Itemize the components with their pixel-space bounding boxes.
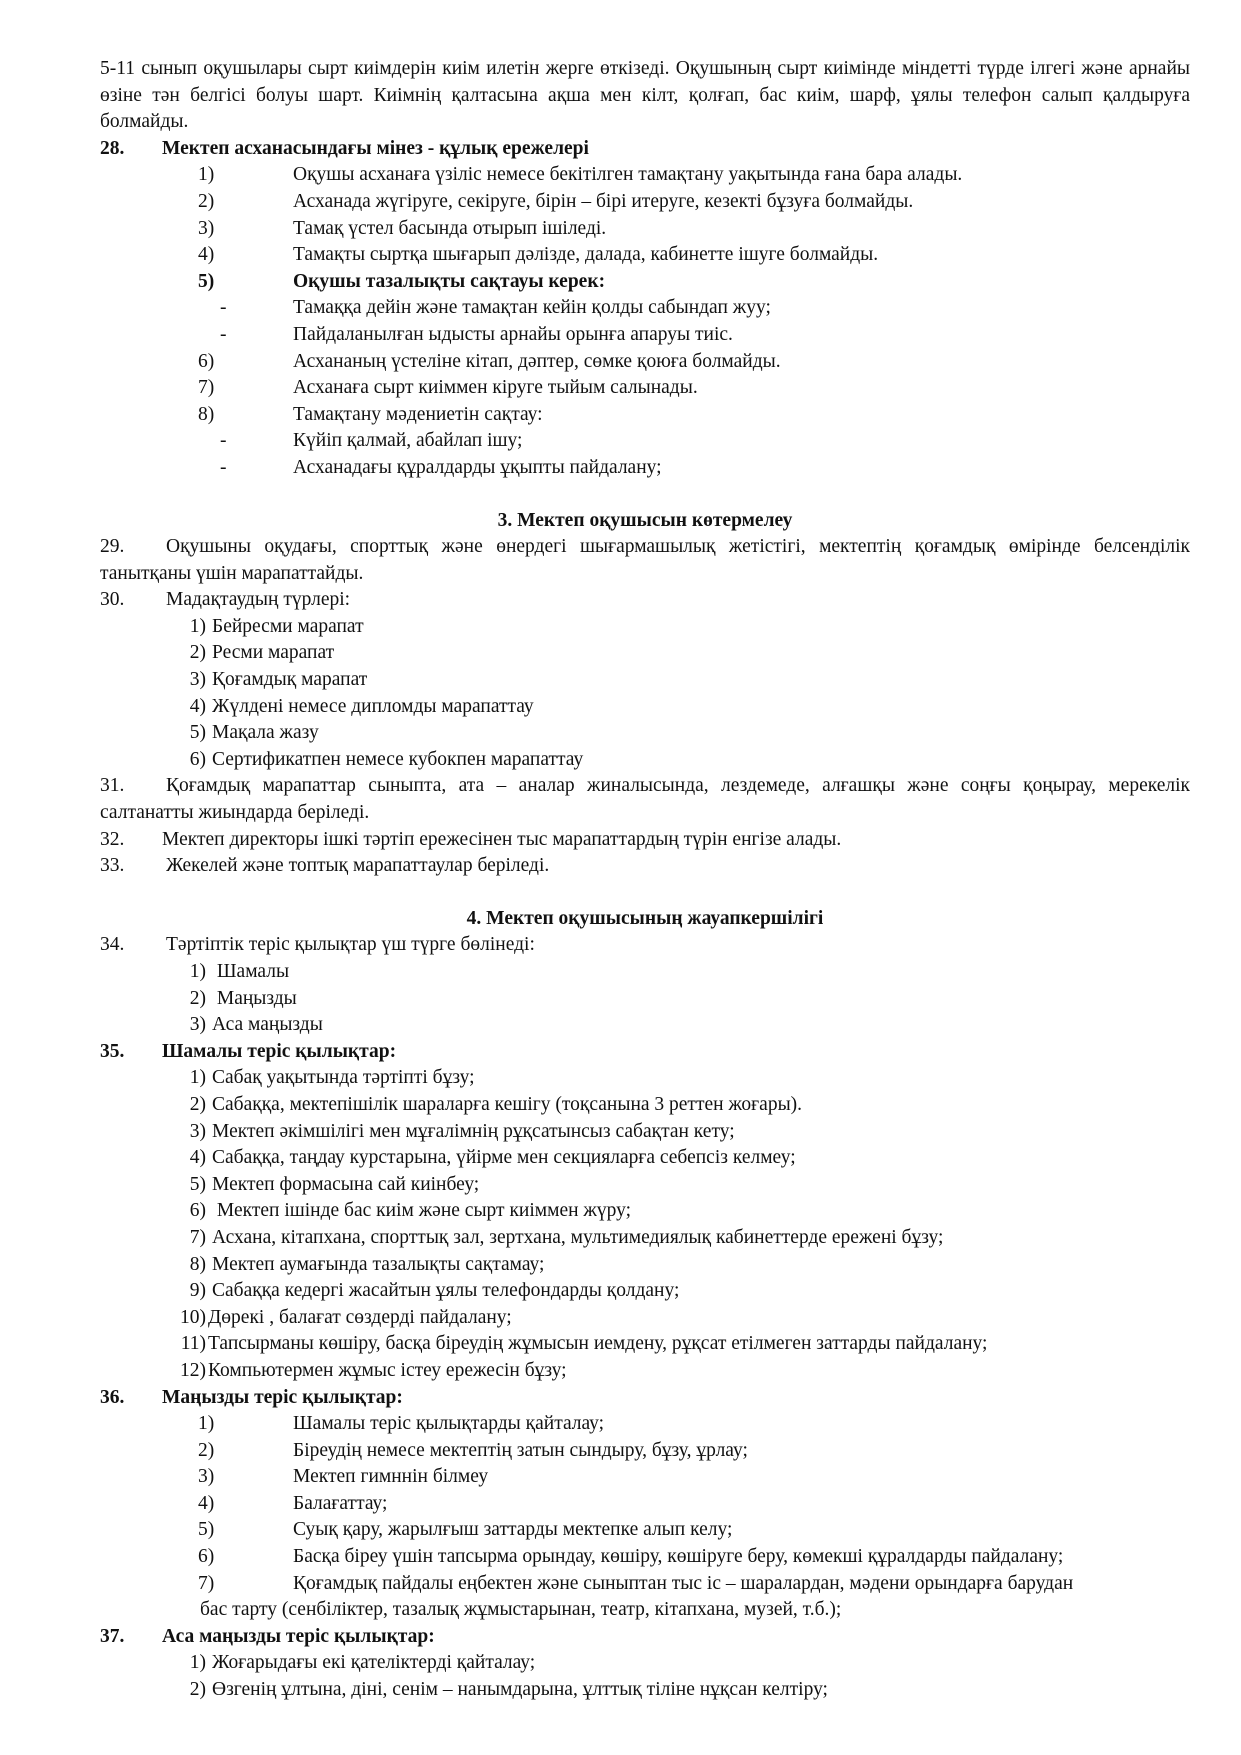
paragraph-text: Тәртіптік теріс қылықтар үш түрге бөлінеді: bbox=[166, 934, 535, 956]
section-number: 37. bbox=[100, 1625, 125, 1647]
item-text: Сабаққа, таңдау курстарына, үйірме мен секцияларға себепсіз келмеу; bbox=[212, 1147, 796, 1169]
item-dash: - bbox=[220, 297, 227, 319]
list-item bbox=[100, 216, 1190, 243]
paragraph-text: Қоғамдық марапаттар сыныпта, ата – аналар жиналысында, лездемеде, алғашқы және соңғы қоңырау, мерекелік салтанатты жиындарда беріледі. bbox=[100, 775, 1190, 824]
item-text: Сабаққа кедергі жасайтын ұялы телефондарды қолдану; bbox=[212, 1280, 680, 1302]
item-number: 4) bbox=[189, 695, 206, 717]
item-number: 3) bbox=[198, 217, 215, 239]
list-item bbox=[100, 1438, 1190, 1465]
item-text: Аса маңызды bbox=[212, 1014, 323, 1036]
list-item bbox=[100, 1517, 1190, 1544]
item-text: Пайдаланылған ыдысты арнайы орынға апаруы тиіс. bbox=[293, 323, 733, 345]
item-text: Өзгенің ұлтына, діні, сенім – нанымдарына, ұлттық тіліне нұқсан келтіру; bbox=[212, 1679, 828, 1701]
list-item bbox=[100, 375, 1190, 402]
item-text: Суық қару, жарылғыш заттарды мектепке алып келу; bbox=[293, 1519, 733, 1541]
paragraph-number: 34. bbox=[100, 934, 125, 956]
item-text: Балағаттау; bbox=[293, 1492, 388, 1514]
paragraph-30 bbox=[100, 587, 1190, 614]
section-number: 28. bbox=[100, 137, 125, 159]
heading-section-4: 4. Мектеп оқушысының жауапкершілігі bbox=[466, 907, 824, 929]
paragraph-text: Мектеп директоры ішкі тәртіп ережесінен тыс марапаттардың түрін енгізе алады. bbox=[162, 828, 842, 850]
item-text: Оқушы асханаға үзіліс немесе бекітілген тамақтану уақытында ғана бара алады. bbox=[293, 164, 963, 186]
list-item bbox=[168, 1252, 1190, 1279]
item-number: 5) bbox=[198, 270, 215, 292]
item-text: Асхана, кітапхана, спорттық зал, зертхана, мультимедиялық кабинеттерде ережені бұзу; bbox=[212, 1226, 944, 1248]
section-28-heading bbox=[100, 136, 1190, 163]
section-title: Мектеп асханасындағы мінез - құлық ережелері bbox=[162, 137, 589, 159]
section-35-list bbox=[100, 1065, 1190, 1384]
item-text: Тамақ үстел басында отырып ішіледі. bbox=[293, 217, 607, 239]
list-item bbox=[168, 1012, 1190, 1039]
list-item bbox=[100, 295, 1190, 322]
item-text: Оқушы тазалықты сақтауы керек: bbox=[293, 270, 606, 292]
list-item bbox=[100, 1571, 1190, 1598]
item-dash: - bbox=[220, 323, 227, 345]
section-title: Аса маңызды теріс қылықтар: bbox=[162, 1625, 435, 1647]
section-number: 35. bbox=[100, 1040, 125, 1062]
item-number: 9) bbox=[189, 1280, 206, 1302]
list-30 bbox=[100, 614, 1190, 774]
item-text: Мақала жазу bbox=[212, 722, 319, 744]
item-text: Асхананың үстеліне кітап, дәптер, сөмке қоюға болмайды. bbox=[293, 350, 781, 372]
item-number: 1) bbox=[189, 615, 206, 637]
paragraph-text: Мадақтаудың түрлері: bbox=[166, 589, 351, 611]
item-number: 3) bbox=[189, 669, 206, 691]
list-item bbox=[168, 1065, 1190, 1092]
item-number: 1) bbox=[198, 164, 215, 186]
list-item bbox=[168, 1677, 1190, 1704]
item-number: 5) bbox=[198, 1519, 215, 1541]
item-text: Мектеп әкімшілігі мен мұғалімнің рұқсатынсыз сабақтан кету; bbox=[212, 1120, 735, 1142]
list-item bbox=[100, 402, 1190, 429]
item-text: Мектеп аумағында тазалықты сақтамау; bbox=[212, 1253, 545, 1275]
item-text: Жоғарыдағы екі қателіктерді қайталау; bbox=[212, 1652, 536, 1674]
section-title: Маңызды теріс қылықтар: bbox=[162, 1386, 403, 1408]
section-37-heading bbox=[100, 1624, 1190, 1651]
list-item bbox=[168, 1358, 1190, 1385]
paragraph-number: 31. bbox=[100, 775, 125, 797]
item-text: Ресми марапат bbox=[212, 642, 335, 664]
item-text: Тамаққа дейін және тамақтан кейін қолды сабындап жуу; bbox=[293, 297, 771, 319]
list-item bbox=[100, 1491, 1190, 1518]
item-text: Сабақ уақытында тәртіпті бұзу; bbox=[212, 1067, 475, 1089]
list-item bbox=[168, 1172, 1190, 1199]
list-item-continuation: бас тарту (сенбіліктер, тазалық жұмыстарынан, театр, кітапхана, музей, т.б.); bbox=[200, 1599, 842, 1621]
item-number: 11) bbox=[180, 1333, 206, 1355]
list-item bbox=[100, 162, 1190, 189]
item-number: 4) bbox=[198, 1492, 215, 1514]
item-number: 2) bbox=[189, 1093, 206, 1115]
item-text: Мектеп гимннін білмеу bbox=[293, 1466, 489, 1488]
item-number: 1) bbox=[189, 1067, 206, 1089]
list-34 bbox=[100, 959, 1190, 1039]
paragraph-33 bbox=[100, 853, 1190, 880]
item-text: Біреудің немесе мектептің затын сындыру, бұзу, ұрлау; bbox=[293, 1439, 748, 1461]
paragraph-29 bbox=[100, 534, 1190, 587]
list-item bbox=[168, 1092, 1190, 1119]
item-text: Сертификатпен немесе кубокпен марапаттау bbox=[212, 748, 584, 770]
list-item bbox=[100, 428, 1190, 455]
item-number: 3) bbox=[189, 1120, 206, 1142]
list-item bbox=[168, 694, 1190, 721]
item-text: Бейресми марапат bbox=[212, 615, 364, 637]
list-item bbox=[168, 1650, 1190, 1677]
item-number: 2) bbox=[189, 1679, 206, 1701]
list-item bbox=[168, 959, 1190, 986]
paragraph-number: 30. bbox=[100, 589, 125, 611]
list-item bbox=[100, 189, 1190, 216]
list-item bbox=[100, 1464, 1190, 1491]
list-item bbox=[100, 322, 1190, 349]
list-item bbox=[168, 720, 1190, 747]
item-number: 7) bbox=[198, 1572, 215, 1594]
list-item bbox=[168, 614, 1190, 641]
paragraph-number: 29. bbox=[100, 536, 125, 558]
item-number: 3) bbox=[198, 1466, 215, 1488]
list-item bbox=[168, 747, 1190, 774]
item-text: Басқа біреу үшін тапсырма орындау, көшіру, көшіруге беру, көмекші құралдарды пайдалану; bbox=[293, 1546, 1064, 1568]
list-item bbox=[168, 1119, 1190, 1146]
item-number: 1) bbox=[189, 961, 206, 982]
item-number: 2) bbox=[198, 190, 215, 212]
paragraph-number: 32. bbox=[100, 828, 125, 850]
item-number: 2) bbox=[189, 987, 206, 1009]
list-item bbox=[168, 1145, 1190, 1172]
item-number: 1) bbox=[189, 1652, 206, 1674]
item-text: Мектеп ішінде бас киім және сырт киіммен жүру; bbox=[212, 1200, 632, 1222]
item-text: Сабаққа, мектепішілік шараларға кешігу (тоқсанына 3 реттен жоғары). bbox=[212, 1093, 803, 1115]
list-item bbox=[100, 455, 1190, 482]
list-item bbox=[168, 986, 1190, 1013]
intro-paragraph: 5-11 сынып оқушылары сырт киімдерін киім илетін жерге өткізеді. Оқушының сырт киімінде міндетті түрде ілгегі және арнайы өзіне тән белгісі болуы шарт. Киімнің қалтасына ақша мен кілт, қолғап, бас киім, шарф, ұялы телефон салып қалдыруға болмайды. bbox=[100, 58, 1190, 133]
item-text: Компьютермен жұмыс істеу ережесін бұзу; bbox=[208, 1359, 567, 1381]
item-text: Тамақтану мәдениетін сақтау: bbox=[293, 403, 543, 425]
list-item bbox=[168, 1198, 1190, 1225]
list-item bbox=[168, 1225, 1190, 1252]
item-dash: - bbox=[220, 430, 227, 452]
item-text: Дөрекі , балағат сөздерді пайдалану; bbox=[208, 1306, 512, 1328]
section-36-heading bbox=[100, 1385, 1190, 1412]
item-number: 8) bbox=[198, 403, 215, 425]
item-number: 10) bbox=[180, 1306, 206, 1328]
paragraph-32 bbox=[100, 827, 1190, 854]
list-item bbox=[168, 1305, 1190, 1332]
item-text: Мектеп формасына сай киінбеу; bbox=[212, 1173, 480, 1195]
section-35-heading bbox=[100, 1039, 1190, 1066]
item-number: 7) bbox=[198, 377, 215, 399]
list-item bbox=[168, 640, 1190, 667]
section-title: Шамалы теріс қылықтар: bbox=[162, 1040, 397, 1062]
item-number: 2) bbox=[198, 1439, 215, 1461]
section-28-list bbox=[100, 162, 1190, 481]
item-number: 8) bbox=[189, 1253, 206, 1275]
heading-section-3: 3. Мектеп оқушысын көтермелеу bbox=[497, 509, 793, 531]
item-text: Қоғамдық пайдалы еңбектен және сыныптан тыс іс – шаралардан, мәдени орындарға барудан bbox=[293, 1572, 1074, 1594]
item-text: Жүлдені немесе дипломды марапаттау bbox=[212, 695, 534, 717]
item-number: 5) bbox=[189, 722, 206, 744]
item-text: Асханада жүгіруге, секіруге, бірін – бірі итеруге, кезекті бұзуға болмайды. bbox=[293, 190, 914, 212]
list-item bbox=[168, 1331, 1190, 1358]
paragraph-34 bbox=[100, 932, 1190, 959]
item-text: Асханаға сырт киіммен кіруге тыйым салынады. bbox=[293, 377, 698, 399]
item-number: 4) bbox=[198, 244, 215, 266]
item-number: 6) bbox=[189, 1200, 206, 1222]
section-number: 36. bbox=[100, 1386, 125, 1408]
item-number: 6) bbox=[198, 350, 215, 372]
list-item bbox=[168, 667, 1190, 694]
item-number: 7) bbox=[189, 1226, 206, 1248]
item-number: 5) bbox=[189, 1173, 206, 1195]
paragraph-31 bbox=[100, 773, 1190, 826]
paragraph-text: Оқушыны оқудағы, спорттық және өнердегі шығармашылық жетістігі, мектептің қоғамдық өмірінде белсенділік танытқаны үшін марапаттайды. bbox=[100, 536, 1190, 584]
list-item bbox=[100, 1411, 1190, 1438]
document-page bbox=[100, 56, 1190, 1704]
item-text: Тапсырманы көшіру, басқа біреудің жұмысын иемдену, рұқсат етілмеген заттарды пайдалану; bbox=[208, 1333, 988, 1355]
item-number: 4) bbox=[189, 1147, 206, 1169]
item-number: 1) bbox=[198, 1413, 215, 1435]
paragraph-number: 33. bbox=[100, 855, 125, 877]
item-text: Маңызды bbox=[212, 987, 297, 1009]
item-number: 6) bbox=[189, 748, 206, 770]
list-item bbox=[100, 269, 1190, 296]
item-text: Шамалы теріс қылықтарды қайталау; bbox=[293, 1413, 605, 1435]
item-number: 6) bbox=[198, 1546, 215, 1568]
list-item bbox=[100, 1544, 1190, 1571]
item-text: Шамалы bbox=[212, 961, 290, 982]
list-item bbox=[100, 242, 1190, 269]
item-number: 12) bbox=[180, 1359, 206, 1381]
list-item bbox=[168, 1278, 1190, 1305]
item-text: Асханадағы құралдарды ұқыпты пайдалану; bbox=[293, 456, 662, 478]
item-dash: - bbox=[220, 456, 227, 478]
item-text: Қоғамдық марапат bbox=[212, 669, 368, 691]
section-37-list bbox=[100, 1650, 1190, 1703]
item-number: 3) bbox=[189, 1014, 206, 1036]
list-item bbox=[100, 349, 1190, 376]
section-36-list bbox=[100, 1411, 1190, 1624]
item-text: Күйіп қалмай, абайлап ішу; bbox=[293, 430, 523, 452]
item-number: 2) bbox=[189, 642, 206, 664]
paragraph-text: Жекелей және топтық марапаттаулар беріледі. bbox=[166, 855, 550, 877]
item-text: Тамақты сыртқа шығарып дәлізде, далада, кабинетте ішуге болмайды. bbox=[293, 244, 879, 266]
